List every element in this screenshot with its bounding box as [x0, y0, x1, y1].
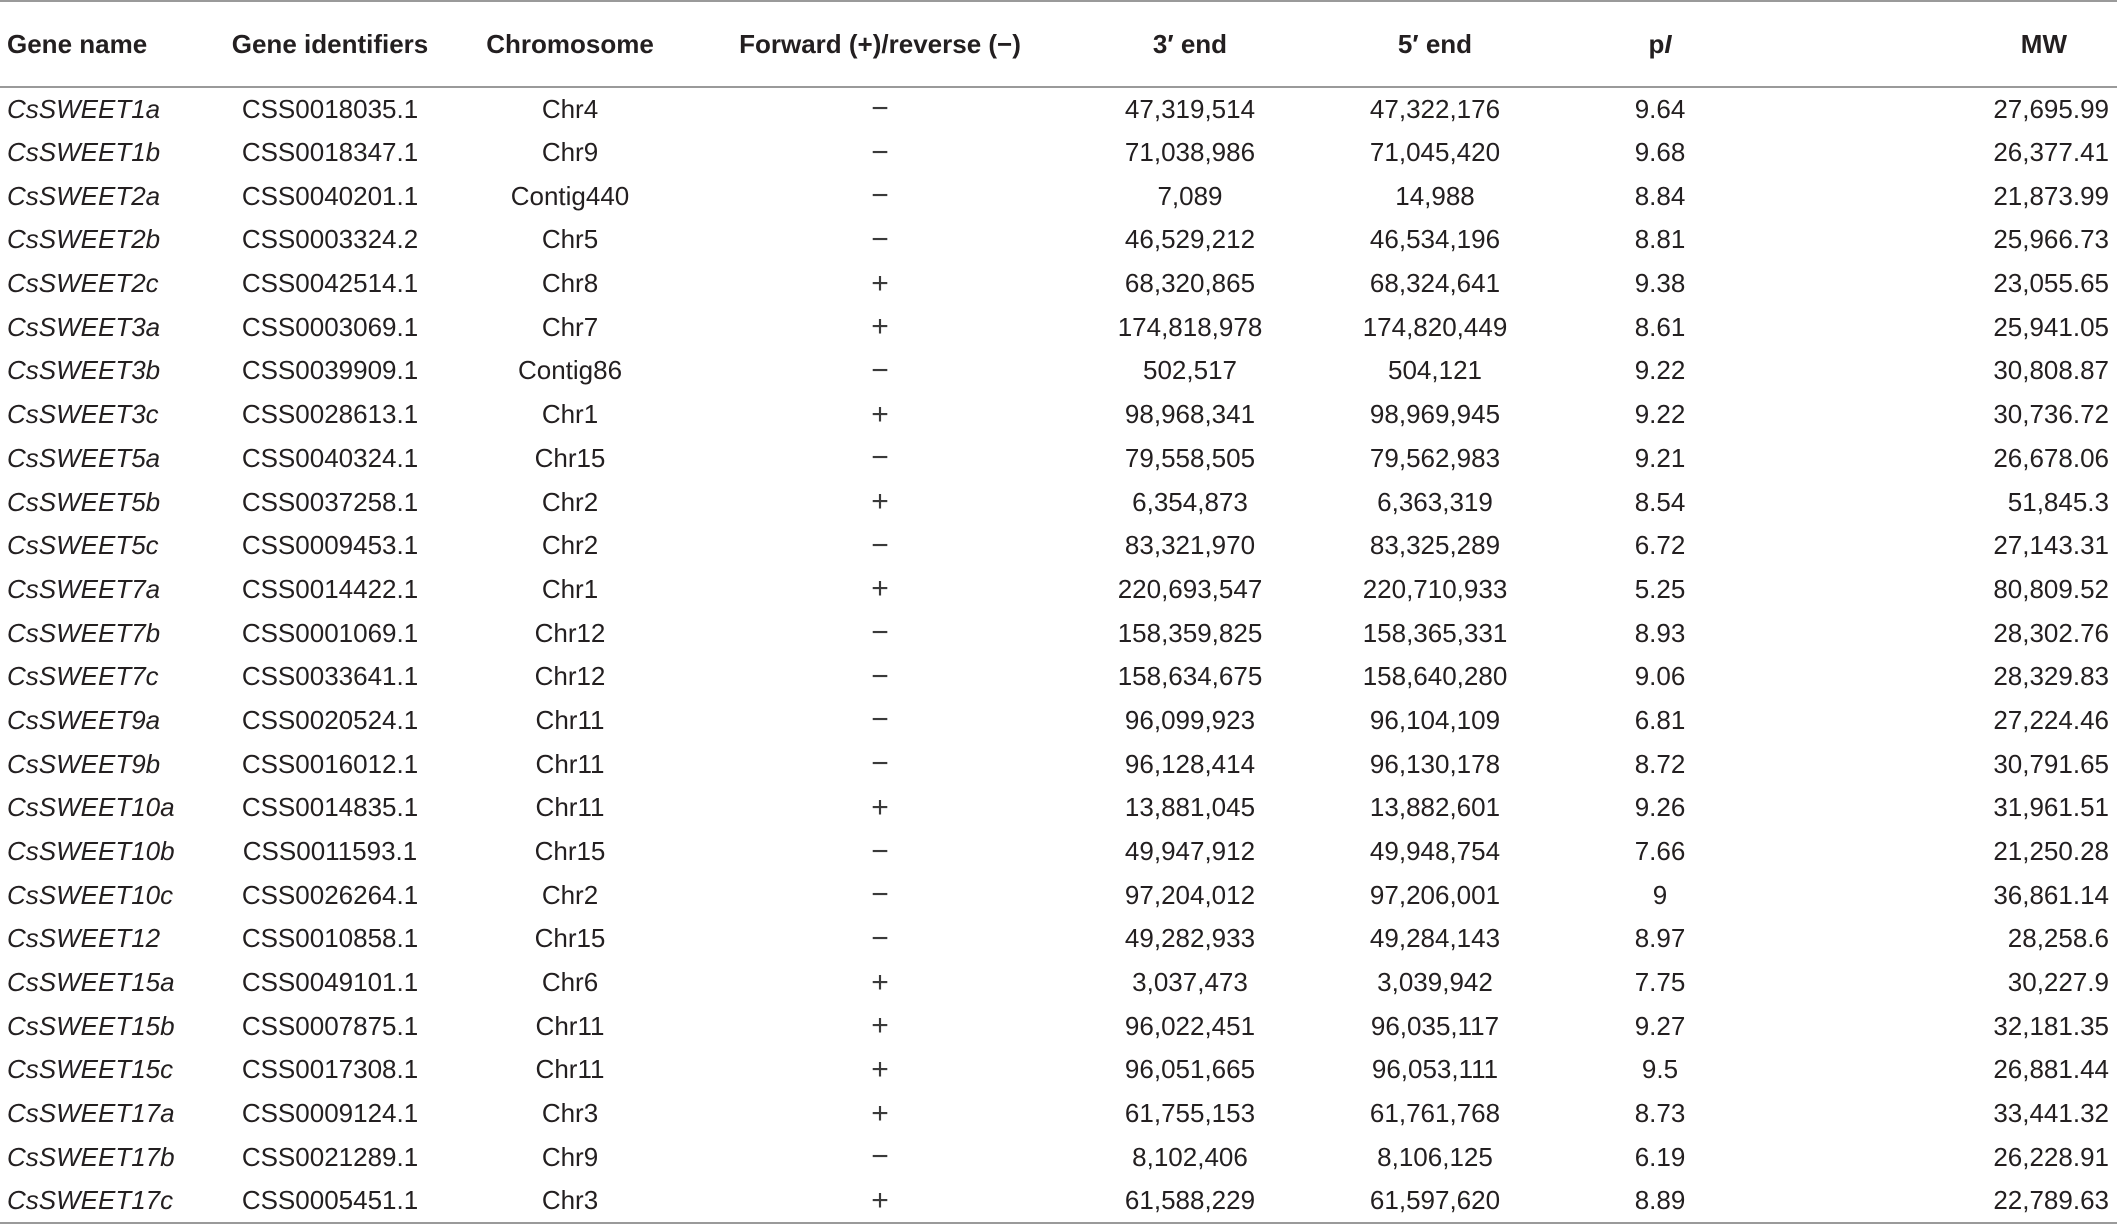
mw-cell: 80,809.52 — [1993, 573, 2109, 604]
table-row — [0, 1004, 2117, 1048]
pi-cell: 6.19 — [1634, 1141, 1686, 1172]
gene-identifier-cell: CSS0017308.1 — [241, 1054, 419, 1085]
strand-cell: + — [871, 266, 889, 300]
end-5-cell: 14,988 — [1395, 180, 1475, 211]
table-row — [0, 1179, 2117, 1223]
chromosome-cell: Chr11 — [535, 1010, 605, 1041]
strand-cell: − — [871, 703, 889, 737]
gene-identifier-cell: CSS0003069.1 — [241, 311, 419, 342]
strand-cell: − — [871, 747, 889, 781]
gene-name-cell: CsSWEET12 — [7, 923, 161, 954]
end-5-cell: 13,882,601 — [1369, 792, 1501, 823]
gene-name-cell: CsSWEET2b — [7, 224, 161, 255]
end-5-cell: 49,948,754 — [1369, 836, 1501, 867]
chromosome-cell: Chr15 — [534, 923, 606, 954]
mw-cell: 32,181.35 — [1993, 1010, 2109, 1041]
table-row — [0, 830, 2117, 874]
gene-name-cell: CsSWEET7b — [7, 617, 161, 648]
gene-name-cell: CsSWEET15c — [7, 1054, 174, 1085]
gene-name-cell: CsSWEET15b — [7, 1010, 175, 1041]
gene-identifier-cell: CSS0016012.1 — [241, 748, 419, 779]
mw-cell: 30,736.72 — [1993, 399, 2109, 430]
end-3-cell: 96,099,923 — [1124, 704, 1256, 735]
gene-identifier-cell: CSS0011593.1 — [242, 836, 418, 867]
gene-name-cell: CsSWEET2a — [7, 180, 161, 211]
gene-identifier-cell: CSS0010858.1 — [241, 923, 419, 954]
table-row — [0, 437, 2117, 481]
chromosome-cell: Chr2 — [541, 530, 599, 561]
chromosome-cell: Chr12 — [534, 661, 606, 692]
header-row — [0, 1, 2117, 87]
end-5-cell: 49,284,143 — [1369, 923, 1501, 954]
strand-cell: + — [871, 310, 889, 344]
end-5-cell: 504,121 — [1388, 355, 1482, 386]
end-3-cell: 96,022,451 — [1124, 1010, 1256, 1041]
mw-cell: 25,941.05 — [1993, 311, 2109, 342]
end-5-cell: 3,039,942 — [1377, 967, 1493, 998]
end-3-cell: 7,089 — [1157, 180, 1223, 211]
mw-cell: 36,861.14 — [1993, 879, 2109, 910]
end-3-cell: 98,968,341 — [1124, 399, 1256, 430]
mw-cell: 30,808.87 — [1993, 355, 2109, 386]
strand-cell: − — [871, 179, 889, 213]
pi-cell: 9.64 — [1634, 93, 1686, 124]
pi-cell: 9 — [1652, 879, 1668, 910]
pi-cell: 8.73 — [1634, 1098, 1686, 1129]
mw-cell: 27,224.46 — [1993, 704, 2109, 735]
gene-identifier-cell: CSS0001069.1 — [241, 617, 419, 648]
table-row — [0, 1092, 2117, 1136]
end-5-cell: 71,045,420 — [1369, 137, 1501, 168]
strand-cell: − — [871, 135, 889, 169]
gene-name-cell: CsSWEET3c — [7, 399, 159, 430]
header-3-end: 3′ end — [1075, 1, 1305, 87]
header-strand: Forward (+)/reverse (−) — [685, 1, 1075, 87]
table-row — [0, 174, 2117, 218]
end-3-cell: 6,354,873 — [1132, 486, 1248, 517]
table-row — [0, 131, 2117, 175]
table-row — [0, 961, 2117, 1005]
gene-identifier-cell: CSS0026264.1 — [241, 879, 419, 910]
strand-cell: − — [871, 528, 889, 562]
gene-identifier-cell: CSS0028613.1 — [241, 399, 419, 430]
chromosome-cell: Chr11 — [535, 1054, 605, 1085]
header-pi-prefix: p — [1648, 28, 1665, 59]
gene-identifier-cell: CSS0042514.1 — [241, 268, 419, 299]
pi-cell: 8.81 — [1634, 224, 1686, 255]
end-5-cell: 96,130,178 — [1369, 748, 1501, 779]
end-5-cell: 96,104,109 — [1369, 704, 1501, 735]
end-3-cell: 61,755,153 — [1124, 1098, 1256, 1129]
mw-cell: 23,055.65 — [1993, 268, 2109, 299]
mw-cell: 26,228.91 — [1993, 1141, 2109, 1172]
chromosome-cell: Chr3 — [541, 1098, 599, 1129]
pi-cell: 8.72 — [1634, 748, 1686, 779]
end-3-cell: 61,588,229 — [1075, 1179, 1305, 1223]
mw-cell: 21,873.99 — [1993, 180, 2109, 211]
strand-cell: + — [871, 572, 889, 606]
strand-cell: + — [871, 1009, 889, 1043]
end-3-cell: 158,634,675 — [1117, 661, 1263, 692]
chromosome-cell: Contig86 — [517, 355, 623, 386]
mw-cell: 27,143.31 — [1993, 530, 2109, 561]
gene-identifier-cell: CSS0020524.1 — [241, 704, 419, 735]
strand-cell: + — [871, 1052, 889, 1086]
end-3-cell: 49,282,933 — [1124, 923, 1256, 954]
chromosome-cell: Chr11 — [535, 792, 605, 823]
pi-cell: 9.21 — [1634, 442, 1686, 473]
end-3-cell: 502,517 — [1143, 355, 1237, 386]
pi-cell: 6.81 — [1634, 704, 1686, 735]
table-row — [0, 742, 2117, 786]
strand-cell: − — [871, 1140, 889, 1174]
end-5-cell: 8,106,125 — [1377, 1141, 1493, 1172]
gene-name-cell: CsSWEET9a — [7, 704, 161, 735]
strand-cell: − — [871, 659, 889, 693]
end-5-cell: 68,324,641 — [1369, 268, 1501, 299]
strand-cell: + — [871, 397, 889, 431]
gene-identifier-cell: CSS0039909.1 — [241, 355, 419, 386]
strand-cell: − — [871, 353, 889, 387]
chromosome-cell: Chr1 — [541, 399, 599, 430]
end-3-cell: 174,818,978 — [1117, 311, 1263, 342]
end-5-cell: 220,710,933 — [1362, 573, 1508, 604]
pi-cell: 9.22 — [1634, 399, 1686, 430]
pi-cell: 6.72 — [1634, 530, 1686, 561]
pi-cell: 9.26 — [1634, 792, 1686, 823]
gene-identifier-cell: CSS0021289.1 — [241, 1141, 419, 1172]
table-row — [0, 524, 2117, 568]
strand-cell: + — [871, 485, 889, 519]
header-pi-suffix: I — [1664, 28, 1672, 59]
strand-cell: + — [871, 1096, 889, 1130]
pi-cell: 8.93 — [1634, 617, 1686, 648]
gene-name-cell: CsSWEET5b — [7, 486, 161, 517]
header-mw: MW — [1755, 1, 2117, 87]
end-5-cell: 46,534,196 — [1369, 224, 1501, 255]
mw-cell: 25,966.73 — [1993, 224, 2109, 255]
gene-name-cell: CsSWEET3b — [7, 355, 161, 386]
pi-cell: 9.68 — [1634, 137, 1686, 168]
chromosome-cell: Chr2 — [541, 486, 599, 517]
strand-cell: − — [871, 616, 889, 650]
strand-cell: + — [871, 965, 889, 999]
mw-cell: 51,845.3 — [2007, 486, 2109, 517]
gene-identifier-cell: CSS0014835.1 — [241, 792, 419, 823]
end-3-cell: 96,128,414 — [1124, 748, 1256, 779]
gene-identifier-cell: CSS0033641.1 — [241, 661, 419, 692]
gene-name-cell: CsSWEET10b — [7, 836, 175, 867]
gene-name-cell: CsSWEET10c — [7, 879, 174, 910]
end-3-cell: 46,529,212 — [1124, 224, 1256, 255]
gene-identifier-cell: CSS0018347.1 — [241, 137, 419, 168]
table-row — [0, 393, 2117, 437]
mw-cell: 26,678.06 — [1993, 442, 2109, 473]
gene-identifier-cell: CSS0040324.1 — [241, 442, 419, 473]
mw-cell: 28,258.6 — [2007, 923, 2109, 954]
end-5-cell: 96,053,111 — [1371, 1054, 1499, 1085]
table-row — [0, 1048, 2117, 1092]
end-3-cell: 8,102,406 — [1132, 1141, 1248, 1172]
mw-cell: 22,789.63 — [1755, 1179, 2117, 1223]
table-row — [0, 349, 2117, 393]
gene-name-cell: CsSWEET7a — [7, 573, 161, 604]
pi-cell: 7.66 — [1634, 836, 1686, 867]
gene-name-cell: CsSWEET17a — [7, 1098, 175, 1129]
pi-cell: 8.89 — [1565, 1179, 1755, 1223]
mw-cell: 33,441.32 — [1993, 1098, 2109, 1129]
gene-name-cell: CsSWEET17b — [7, 1141, 175, 1172]
table-header — [0, 1, 2117, 87]
strand-cell: − — [871, 441, 889, 475]
end-5-cell: 98,969,945 — [1369, 399, 1501, 430]
gene-identifier-cell: CSS0005451.1 — [205, 1179, 455, 1223]
pi-cell: 8.97 — [1634, 923, 1686, 954]
end-5-cell: 158,365,331 — [1362, 617, 1508, 648]
chromosome-cell: Chr12 — [534, 617, 606, 648]
mw-cell: 30,791.65 — [1993, 748, 2109, 779]
table-row — [0, 699, 2117, 743]
chromosome-cell: Chr11 — [535, 748, 605, 779]
table-row — [0, 917, 2117, 961]
header-pi — [1565, 1, 1755, 87]
end-3-cell: 158,359,825 — [1117, 617, 1263, 648]
mw-cell: 26,881.44 — [1993, 1054, 2109, 1085]
table-row — [0, 1136, 2117, 1180]
end-3-cell: 13,881,045 — [1124, 792, 1256, 823]
table-row — [0, 218, 2117, 262]
header-5-end: 5′ end — [1305, 1, 1565, 87]
gene-identifier-cell: CSS0003324.2 — [241, 224, 419, 255]
strand-cell: − — [871, 921, 889, 955]
gene-name-cell: CsSWEET9b — [7, 748, 161, 779]
table-row — [0, 786, 2117, 830]
table-row — [0, 262, 2117, 306]
chromosome-cell: Chr3 — [455, 1179, 685, 1223]
header-gene-name: Gene name — [0, 1, 205, 87]
mw-cell: 30,227.9 — [2007, 967, 2109, 998]
chromosome-cell: Chr6 — [541, 967, 599, 998]
pi-cell: 5.25 — [1634, 573, 1686, 604]
pi-cell: 9.5 — [1641, 1054, 1679, 1085]
strand-cell: − — [871, 834, 889, 868]
strand-cell: − — [871, 222, 889, 256]
gene-identifier-cell: CSS0049101.1 — [241, 967, 419, 998]
end-3-cell: 71,038,986 — [1124, 137, 1256, 168]
end-3-cell: 96,051,665 — [1124, 1054, 1256, 1085]
end-5-cell: 174,820,449 — [1362, 311, 1508, 342]
table-row — [0, 873, 2117, 917]
pi-cell: 8.84 — [1634, 180, 1686, 211]
gene-name-cell: CsSWEET10a — [7, 792, 175, 823]
pi-cell: 9.22 — [1634, 355, 1686, 386]
end-5-cell: 47,322,176 — [1369, 93, 1501, 124]
gene-identifier-cell: CSS0009124.1 — [241, 1098, 419, 1129]
gene-identifier-cell: CSS0007875.1 — [241, 1010, 419, 1041]
chromosome-cell: Chr1 — [541, 573, 599, 604]
pi-cell: 7.75 — [1634, 967, 1686, 998]
chromosome-cell: Chr5 — [541, 224, 599, 255]
end-5-cell: 61,597,620 — [1305, 1179, 1565, 1223]
mw-cell: 31,961.51 — [1993, 792, 2109, 823]
end-5-cell: 96,035,117 — [1370, 1010, 1500, 1041]
table-row — [0, 655, 2117, 699]
table-row — [0, 87, 2117, 131]
gene-name-cell: CsSWEET2c — [7, 268, 159, 299]
end-5-cell: 6,363,319 — [1377, 486, 1493, 517]
end-5-cell: 61,761,768 — [1369, 1098, 1501, 1129]
gene-identifier-cell: CSS0037258.1 — [241, 486, 419, 517]
end-3-cell: 49,947,912 — [1124, 836, 1256, 867]
chromosome-cell: Chr11 — [535, 704, 605, 735]
pi-cell: 8.54 — [1634, 486, 1686, 517]
mw-cell: 28,302.76 — [1993, 617, 2109, 648]
gene-name-cell: CsSWEET1a — [7, 93, 161, 124]
chromosome-cell: Chr15 — [534, 836, 606, 867]
table-row — [0, 611, 2117, 655]
chromosome-cell: Contig440 — [510, 180, 630, 211]
table-row — [0, 305, 2117, 349]
gene-name-cell: CsSWEET15a — [7, 967, 175, 998]
mw-cell: 21,250.28 — [1993, 836, 2109, 867]
end-5-cell: 158,640,280 — [1362, 661, 1508, 692]
pi-cell: 9.38 — [1634, 268, 1686, 299]
chromosome-cell: Chr9 — [541, 1141, 599, 1172]
end-5-cell: 79,562,983 — [1369, 442, 1501, 473]
gene-identifier-cell: CSS0009453.1 — [241, 530, 419, 561]
end-3-cell: 79,558,505 — [1124, 442, 1256, 473]
pi-cell: 9.06 — [1634, 661, 1686, 692]
chromosome-cell: Chr4 — [541, 93, 599, 124]
gene-name-cell: CsSWEET1b — [7, 137, 161, 168]
gene-name-cell: CsSWEET17c — [0, 1179, 205, 1223]
strand-cell: + — [685, 1179, 1075, 1223]
end-3-cell: 97,204,012 — [1124, 879, 1256, 910]
gene-name-cell: CsSWEET3a — [7, 311, 161, 342]
chromosome-cell: Chr2 — [541, 879, 599, 910]
chromosome-cell: Chr7 — [541, 311, 599, 342]
header-gene-identifiers: Gene identifiers — [205, 1, 455, 87]
mw-cell: 28,329.83 — [1993, 661, 2109, 692]
end-3-cell: 3,037,473 — [1132, 967, 1248, 998]
pi-cell: 9.27 — [1634, 1010, 1686, 1041]
end-5-cell: 83,325,289 — [1369, 530, 1501, 561]
end-5-cell: 97,206,001 — [1369, 879, 1501, 910]
table-row — [0, 480, 2117, 524]
mw-cell: 26,377.41 — [1993, 137, 2109, 168]
chromosome-cell: Chr9 — [541, 137, 599, 168]
gene-name-cell: CsSWEET5c — [7, 530, 159, 561]
chromosome-cell: Chr8 — [541, 268, 599, 299]
strand-cell: − — [871, 92, 889, 126]
pi-cell: 8.61 — [1634, 311, 1686, 342]
table-row — [0, 568, 2117, 612]
strand-cell: − — [871, 878, 889, 912]
chromosome-cell: Chr15 — [534, 442, 606, 473]
gene-identifier-cell: CSS0014422.1 — [241, 573, 419, 604]
gene-name-cell: CsSWEET5a — [7, 442, 161, 473]
gene-identifier-cell: CSS0040201.1 — [241, 180, 419, 211]
gene-identifier-cell: CSS0018035.1 — [241, 93, 419, 124]
end-3-cell: 220,693,547 — [1117, 573, 1263, 604]
end-3-cell: 68,320,865 — [1124, 268, 1256, 299]
mw-cell: 27,695.99 — [1993, 93, 2109, 124]
table-body — [0, 87, 2117, 1223]
header-chromosome: Chromosome — [455, 1, 685, 87]
end-3-cell: 47,319,514 — [1124, 93, 1256, 124]
gene-name-cell: CsSWEET7c — [7, 661, 159, 692]
strand-cell: + — [871, 790, 889, 824]
end-3-cell: 83,321,970 — [1124, 530, 1256, 561]
